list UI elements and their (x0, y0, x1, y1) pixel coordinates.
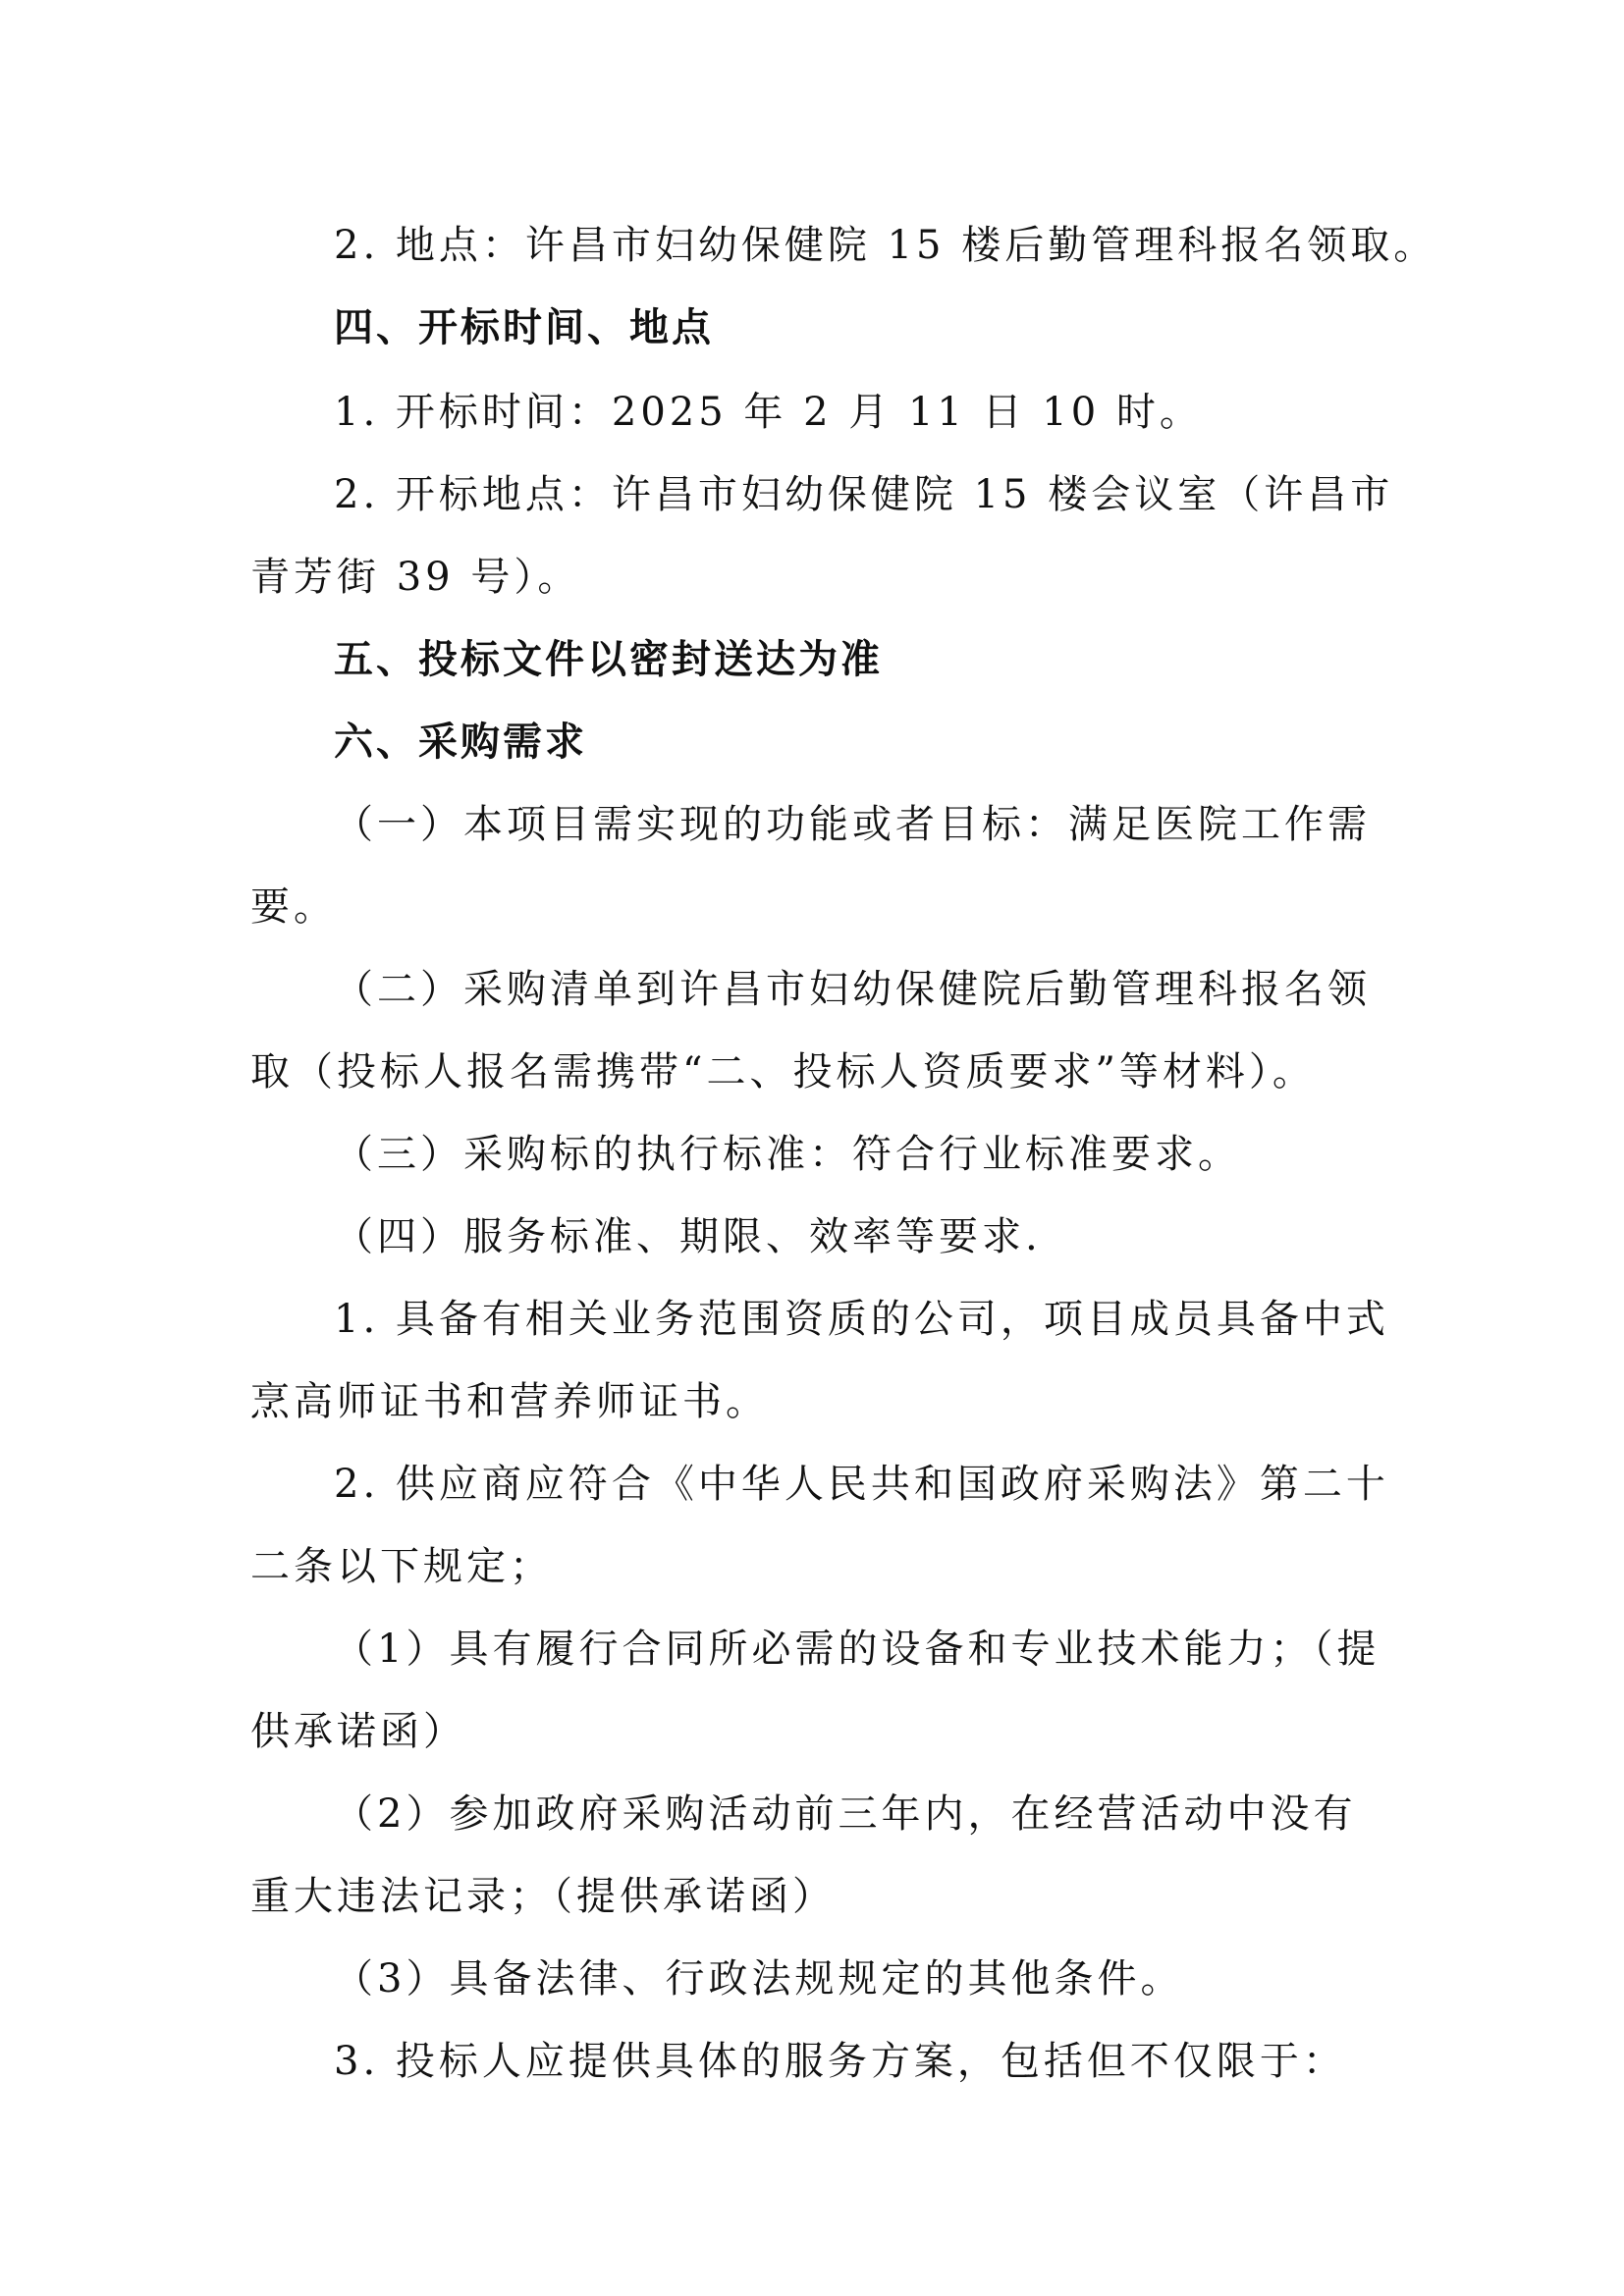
section-five-heading: 五、投标文件以密封送达为准 (334, 637, 883, 682)
regulation-item-2: （2）参加政府采购活动前三年内，在经营活动中没有 (334, 1791, 1357, 1837)
regulation-item-1: （1）具有履行合同所必需的设备和专业技术能力；（提 (334, 1627, 1380, 1672)
requirement-three: （三）采购标的执行标准：符合行业标准要求。 (334, 1132, 1241, 1177)
regulation-item-2-cont: 重大违法记录；（提供承诺函） (250, 1874, 836, 1919)
service-standard-3: 3. 投标人应提供具体的服务方案，包括但不仅限于： (334, 2039, 1346, 2084)
service-standard-2: 2. 供应商应符合《中华人民共和国政府采购法》第二十 (334, 1462, 1389, 1507)
requirement-one: （一）本项目需实现的功能或者目标：满足医院工作需 (334, 802, 1371, 847)
location-item-2: 2. 地点：许昌市妇幼保健院 15 楼后勤管理科报名领取。 (334, 223, 1437, 268)
service-standard-1-cont: 烹高师证书和营养师证书。 (250, 1379, 769, 1424)
requirement-two: （二）采购清单到许昌市妇幼保健院后勤管理科报名领 (334, 967, 1371, 1012)
section-six-heading: 六、采购需求 (334, 720, 587, 765)
regulation-item-3: （3）具备法律、行政法规规定的其他条件。 (334, 1956, 1184, 2002)
bid-opening-location: 2. 开标地点：许昌市妇幼保健院 15 楼会议室（许昌市 (334, 472, 1394, 517)
bid-opening-location-cont: 青芳街 39 号）。 (250, 555, 581, 600)
regulation-item-1-cont: 供承诺函） (250, 1709, 466, 1754)
service-standard-2-cont: 二条以下规定； (250, 1544, 553, 1589)
requirement-two-cont: 取（投标人报名需携带“二、投标人资质要求”等材料）。 (250, 1049, 1316, 1095)
service-standard-1: 1. 具备有相关业务范围资质的公司，项目成员具备中式 (334, 1297, 1389, 1342)
bid-opening-time: 1. 开标时间：2025 年 2 月 11 日 10 时。 (334, 390, 1203, 435)
requirement-four: （四）服务标准、期限、效率等要求. (334, 1214, 1042, 1259)
section-four-heading: 四、开标时间、地点 (334, 305, 714, 350)
requirement-one-cont: 要。 (250, 884, 337, 930)
